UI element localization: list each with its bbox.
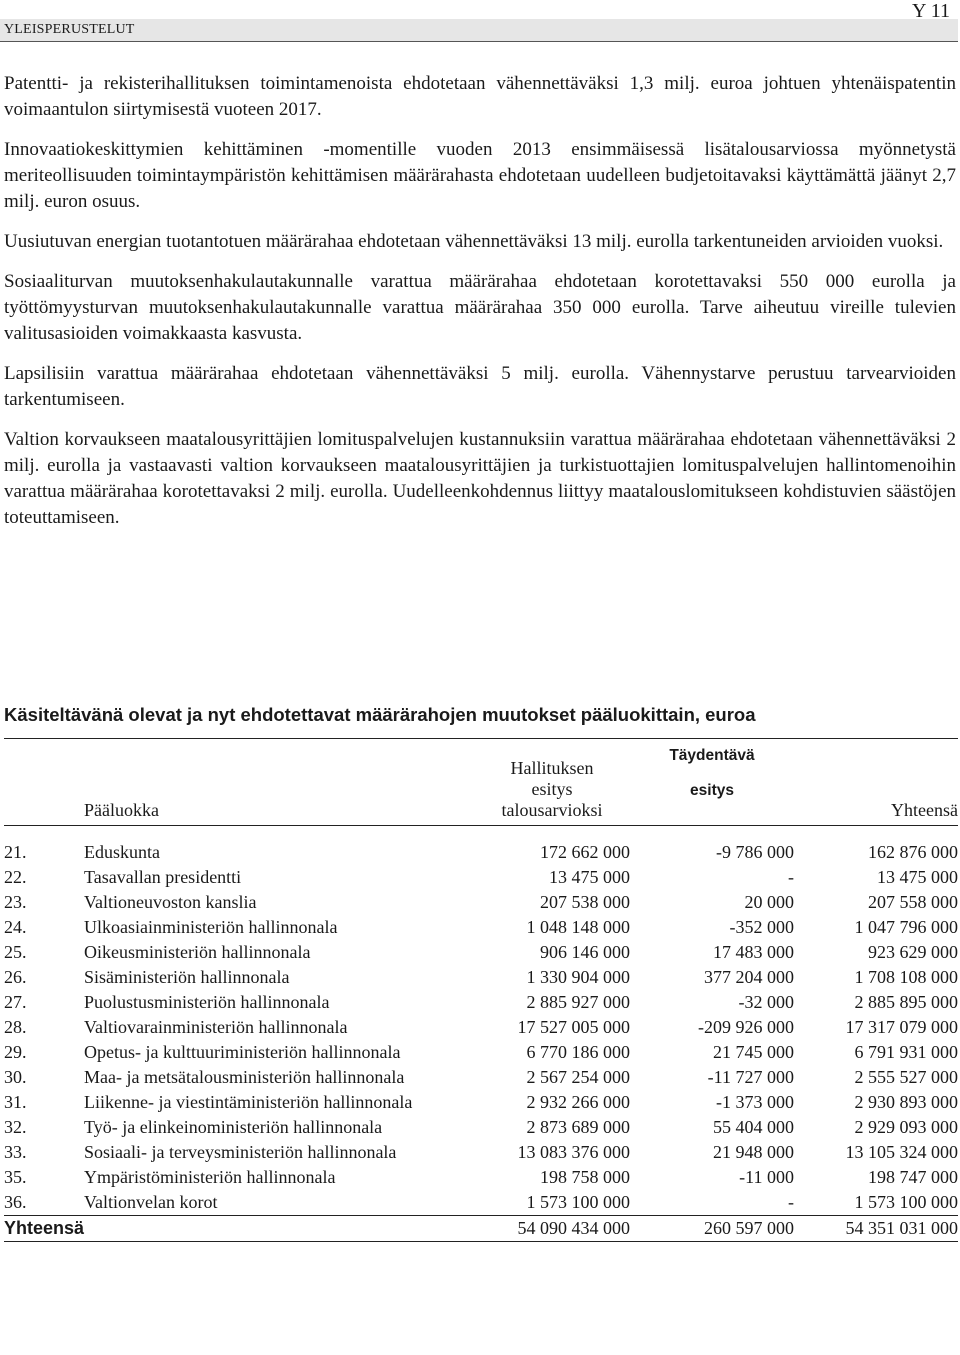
table-row xyxy=(4,826,958,866)
row-name: Valtioneuvoston kanslia xyxy=(84,892,257,912)
totals-budget: 54 090 434 000 xyxy=(474,1216,630,1242)
paragraph: Sosiaaliturvan muutoksenhakulautakunnalle varattua määrärahaa ehdotetaan korotettavaksi 550 000 eurolla ja työttömyysturvan muutoksenhakulautakunnalle varattua määrärahaa 350 000 eurolla. Tarve aiheutuu vireille tulevien valitusasioiden voimakkaasta kasvusta. xyxy=(4,271,956,344)
header-supplementary xyxy=(630,739,794,826)
table-title: Käsiteltävänä olevat ja nyt ehdotettavat määrärahojen muutokset pääluokittain, euroa xyxy=(4,704,756,725)
row-total: 6 791 931 000 xyxy=(854,1042,958,1062)
row-total: 207 558 000 xyxy=(868,892,958,912)
row-name: Ulkoasiainministeriön hallinnonala xyxy=(84,917,338,937)
row-name: Valtiovarainministeriön hallinnonala xyxy=(84,1017,348,1037)
row-total: 198 747 000 xyxy=(868,1167,958,1187)
row-supp: -352 000 xyxy=(729,917,794,937)
table-row xyxy=(4,915,958,940)
row-supp: 21 948 000 xyxy=(713,1142,794,1162)
row-supp: -11 727 000 xyxy=(707,1067,794,1087)
row-number: 22. xyxy=(4,867,27,887)
row-supp: -9 786 000 xyxy=(716,842,794,862)
row-supp: -11 000 xyxy=(739,1167,794,1187)
row-number: 25. xyxy=(4,942,27,962)
row-budget: 2 873 689 000 xyxy=(526,1117,630,1137)
totals-supp: 260 597 000 xyxy=(630,1216,794,1242)
header-band xyxy=(0,19,958,42)
page-header xyxy=(0,0,960,44)
row-name: Sosiaali- ja terveysministeriön hallinnonala xyxy=(84,1142,397,1162)
header-budget-proposal xyxy=(474,739,630,826)
row-supp: 55 404 000 xyxy=(713,1117,794,1137)
budget-table xyxy=(4,738,958,1242)
table-row xyxy=(4,1065,958,1090)
row-number: 30. xyxy=(4,1067,27,1087)
row-name: Ympäristöministeriön hallinnonala xyxy=(84,1167,336,1187)
table-body xyxy=(4,826,958,1216)
row-budget: 2 885 927 000 xyxy=(526,992,630,1012)
section-title: YLEISPERUSTELUT xyxy=(4,22,135,37)
row-supp: 20 000 xyxy=(744,892,794,912)
table-row xyxy=(4,1015,958,1040)
header-supp-line1: Täydentävä xyxy=(669,747,755,764)
row-number: 36. xyxy=(4,1192,27,1212)
row-budget: 172 662 000 xyxy=(540,842,630,862)
paragraph: Patentti- ja rekisterihallituksen toimintamenoista ehdotetaan vähennettäväksi 1,3 milj. euroa johtuen yhtenäispatentin voimaantulon siirtymisestä vuoteen 2017. xyxy=(4,73,956,120)
row-total: 923 629 000 xyxy=(868,942,958,962)
row-budget: 1 048 148 000 xyxy=(526,917,630,937)
table-row xyxy=(4,1115,958,1140)
row-name: Työ- ja elinkeinoministeriön hallinnonala xyxy=(84,1117,383,1137)
page-number: Y 11 xyxy=(912,0,950,22)
header-category: Pääluokka xyxy=(4,739,474,826)
row-total: 2 885 895 000 xyxy=(854,992,958,1012)
row-name: Liikenne- ja viestintäministeriön hallinnonala xyxy=(84,1092,413,1112)
header-budget-line1: Hallituksen xyxy=(510,758,594,778)
row-total: 13 475 000 xyxy=(877,867,958,887)
table-row xyxy=(4,865,958,890)
totals-total: 54 351 031 000 xyxy=(794,1216,958,1242)
table-row xyxy=(4,990,958,1015)
paragraph: Uusiutuvan energian tuotantotuen määrärahaa ehdotetaan vähennettäväksi 13 milj. eurolla tarkentuneiden arvioiden vuoksi. xyxy=(4,231,944,252)
row-number: 27. xyxy=(4,992,27,1012)
row-name: Tasavallan presidentti xyxy=(84,867,242,887)
row-name: Oikeusministeriön hallinnonala xyxy=(84,942,311,962)
row-budget: 17 527 005 000 xyxy=(517,1017,630,1037)
row-supp: - xyxy=(788,867,794,887)
table-row xyxy=(4,1140,958,1165)
row-number: 21. xyxy=(4,842,27,862)
row-supp: 21 745 000 xyxy=(713,1042,794,1062)
row-number: 26. xyxy=(4,967,27,987)
row-name: Eduskunta xyxy=(84,842,160,862)
row-number: 23. xyxy=(4,892,27,912)
row-budget: 2 932 266 000 xyxy=(526,1092,630,1112)
row-budget: 198 758 000 xyxy=(540,1167,630,1187)
row-budget: 1 330 904 000 xyxy=(526,967,630,987)
row-name: Puolustusministeriön hallinnonala xyxy=(84,992,330,1012)
row-budget: 6 770 186 000 xyxy=(526,1042,630,1062)
row-budget: 13 083 376 000 xyxy=(517,1142,630,1162)
row-number: 32. xyxy=(4,1117,27,1137)
row-number: 28. xyxy=(4,1017,27,1037)
table-row xyxy=(4,940,958,965)
table-row xyxy=(4,890,958,915)
row-total: 13 105 324 000 xyxy=(845,1142,958,1162)
row-total: 2 930 893 000 xyxy=(854,1092,958,1112)
table-row xyxy=(4,1090,958,1115)
row-name: Valtionvelan korot xyxy=(84,1192,218,1212)
row-supp: -209 926 000 xyxy=(698,1017,794,1037)
header-total: Yhteensä xyxy=(794,739,958,826)
row-total: 1 047 796 000 xyxy=(854,917,958,937)
table-row xyxy=(4,1165,958,1190)
totals-label: Yhteensä xyxy=(4,1216,474,1242)
body-text xyxy=(4,71,956,545)
row-supp: -1 373 000 xyxy=(716,1092,794,1112)
row-total: 1 573 100 000 xyxy=(854,1192,958,1212)
row-budget: 2 567 254 000 xyxy=(526,1067,630,1087)
header-budget-line3: talousarvioksi xyxy=(501,800,603,820)
header-budget-line2: esitys xyxy=(531,779,573,799)
row-name: Maa- ja metsätalousministeriön hallinnonala xyxy=(84,1067,405,1087)
row-total: 17 317 079 000 xyxy=(845,1017,958,1037)
row-number: 35. xyxy=(4,1167,27,1187)
table-row xyxy=(4,1190,958,1216)
row-total: 2 929 093 000 xyxy=(854,1117,958,1137)
row-budget: 1 573 100 000 xyxy=(526,1192,630,1212)
row-supp: 17 483 000 xyxy=(713,942,794,962)
row-total: 2 555 527 000 xyxy=(854,1067,958,1087)
row-number: 29. xyxy=(4,1042,27,1062)
row-total: 1 708 108 000 xyxy=(854,967,958,987)
paragraph: Innovaatiokeskittymien kehittäminen -momentille vuoden 2013 ensimmäisessä lisätalousarviossa myönnetystä meriteollisuuden toimintaympäristön kehittämisen määrärahasta ehdotetaan uudelleen budjetoitavaksi käyttämättä jäänyt 2,7 milj. euron osuus. xyxy=(4,139,956,212)
table-row xyxy=(4,1040,958,1065)
header-supp-line2: esitys xyxy=(690,782,734,799)
row-number: 31. xyxy=(4,1092,27,1112)
row-budget: 13 475 000 xyxy=(549,867,630,887)
table-header-row xyxy=(4,739,958,826)
row-total: 162 876 000 xyxy=(868,842,958,862)
paragraph: Lapsilisiin varattua määrärahaa ehdotetaan vähennettäväksi 5 milj. eurolla. Vähennystarve perustuu tarvearvioiden tarkentumiseen. xyxy=(4,363,956,410)
row-budget: 207 538 000 xyxy=(540,892,630,912)
row-supp: - xyxy=(788,1192,794,1212)
row-number: 33. xyxy=(4,1142,27,1162)
table-row xyxy=(4,965,958,990)
row-supp: 377 204 000 xyxy=(704,967,794,987)
paragraph: Valtion korvaukseen maatalousyrittäjien lomituspalvelujen kustannuksiin varattua määrärahaa ehdotetaan vähennettäväksi 2 milj. eurolla ja vastaavasti valtion korvaukseen maatalousyrittäjien ja turkistuottajien lomituspalvelujen hallintomenoihin varattua määrärahaa korotettavaksi 2 milj. eurolla. Uudelleenkohdennus liittyy maatalouslomitukseen kohdistuvien säästöjen toteuttamiseen. xyxy=(4,429,956,528)
totals-row xyxy=(4,1216,958,1242)
row-number: 24. xyxy=(4,917,27,937)
row-name: Opetus- ja kulttuuriministeriön hallinnonala xyxy=(84,1042,401,1062)
row-supp: -32 000 xyxy=(738,992,794,1012)
row-name: Sisäministeriön hallinnonala xyxy=(84,967,290,987)
row-budget: 906 146 000 xyxy=(540,942,630,962)
